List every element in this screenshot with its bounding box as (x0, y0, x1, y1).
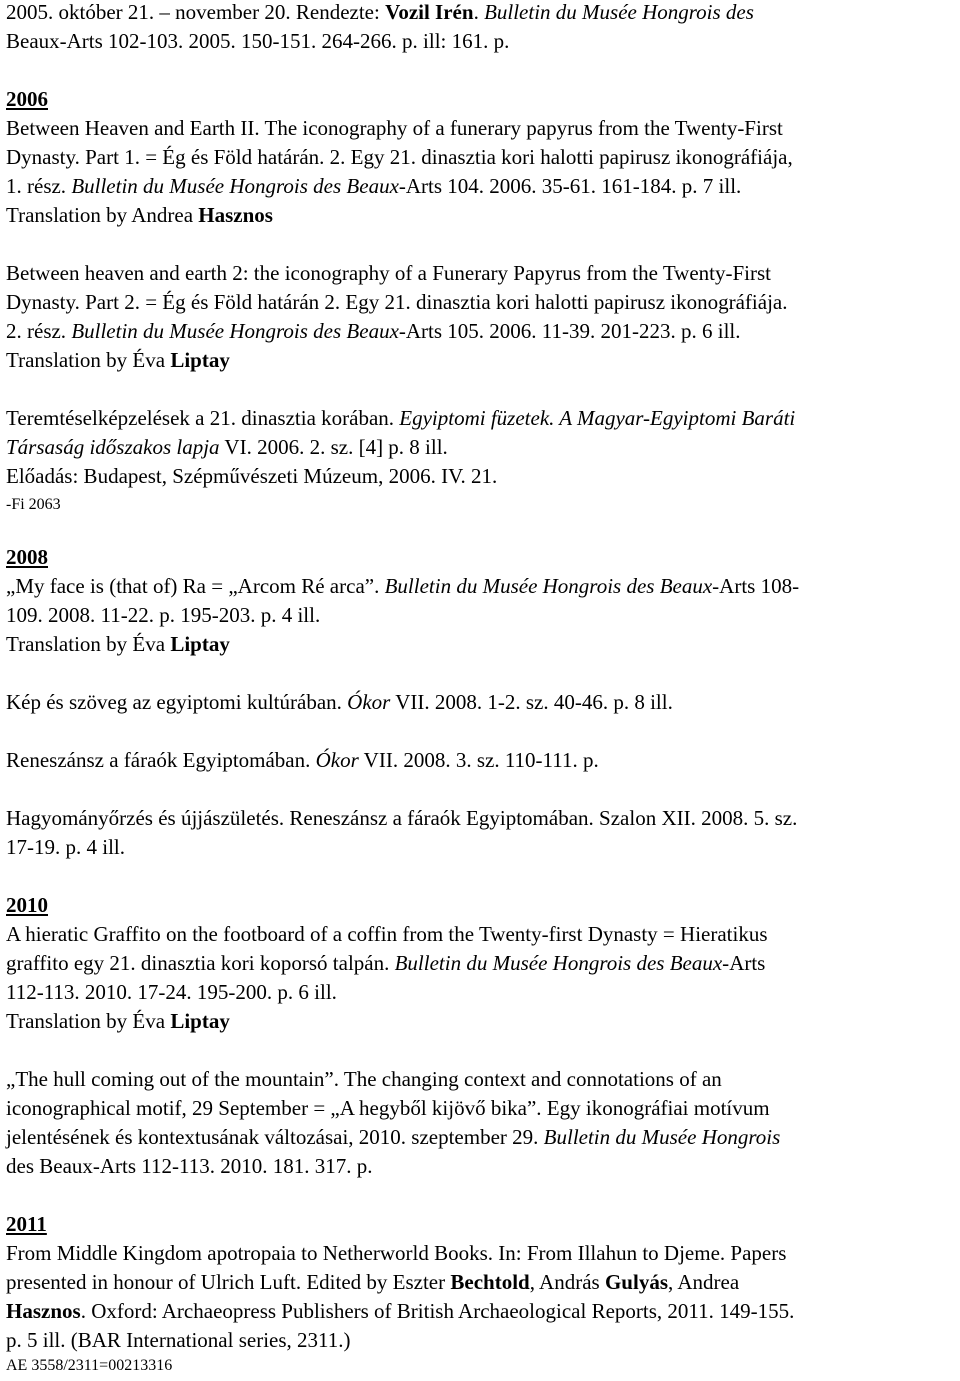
journal-title: Bulletin du Musée Hongrois des Beaux- (71, 319, 406, 343)
editor-name: Bechtold (450, 1270, 530, 1294)
line-12 (6, 406, 795, 430)
text: Translation by Éva (6, 632, 171, 656)
line-36 (6, 1299, 794, 1323)
year-heading-2008 (6, 545, 48, 569)
text: Előadás: Budapest, Szépművészeti Múzeum, 2006. IV. 21. (6, 464, 498, 488)
text: From Middle Kingdom apotropaia to Netherworld Books. In: From Illahun to Djeme. Papers (6, 1241, 787, 1265)
editor-name: Gulyás (604, 1270, 668, 1294)
line-27 (6, 980, 337, 1004)
line-30 (6, 1096, 770, 1120)
line-19 (6, 632, 230, 656)
journal-title: Bulletin du Musée Hongrois des Beaux- (394, 951, 730, 975)
line-15 (6, 496, 61, 514)
text: Beaux-Arts 102-103. 2005. 150-151. 264-266. p. ill: 161. p. (6, 29, 510, 53)
text: 1. rész. (6, 174, 72, 198)
call-number: AE 3558/2311=00213316 (6, 1357, 173, 1374)
translator-name: Liptay (170, 348, 230, 372)
journal-title: Ókor (347, 690, 391, 714)
text: Arts 104. 2006. 35-61. 161-184. p. 7 ill. (405, 174, 742, 198)
text: jelentésének és kontextusának változásai, 2010. szeptember 29. (6, 1125, 544, 1149)
text: Translation by Andrea (6, 203, 199, 227)
text: VII. 2008. 1-2. sz. 40-46. p. 8 ill. (390, 690, 673, 714)
text: Between Heaven and Earth II. The iconography of a funerary papyrus from the Twenty-First (6, 116, 783, 140)
text: presented in honour of Ulrich Luft. Edited by Eszter (6, 1270, 451, 1294)
journal-title: Bulletin du Musée Hongrois des Beaux- (384, 574, 720, 598)
text: „My face is (that of) Ra = „Arcom Ré arca”. (6, 574, 385, 598)
line-8 (6, 261, 771, 285)
text: Teremtéselképzelések a 21. dinasztia korában. (6, 406, 400, 430)
text: VII. 2008. 3. sz. 110-111. p. (358, 748, 599, 772)
line-22 (6, 806, 797, 830)
editor-name: Hasznos (6, 1299, 81, 1323)
line-13 (6, 435, 448, 459)
text: 112-113. 2010. 17-24. 195-200. p. 6 ill. (6, 980, 337, 1004)
text: 2011 (6, 1212, 47, 1236)
line-2 (6, 29, 509, 53)
line-18 (6, 603, 320, 627)
text: . (473, 0, 485, 24)
line-35 (6, 1270, 739, 1294)
text: 2010 (6, 893, 48, 917)
translator-name: Liptay (170, 632, 230, 656)
translator-name: Liptay (170, 1009, 230, 1033)
journal-title: Ókor (315, 748, 359, 772)
text: des Beaux-Arts 112-113. 2010. 181. 317. p. (6, 1154, 373, 1178)
journal-title: Társaság időszakos lapja (6, 435, 220, 459)
text: VI. 2006. 2. sz. [4] p. 8 ill. (219, 435, 448, 459)
line-25 (6, 922, 768, 946)
line-38 (6, 1357, 172, 1375)
text: „The hull coming out of the mountain”. The changing context and connotations of an (6, 1067, 722, 1091)
line-4 (6, 116, 783, 140)
text: p. 5 ill. (BAR International series, 2311.) (6, 1328, 351, 1352)
line-26 (6, 951, 765, 975)
line-7 (6, 203, 273, 227)
journal-title: Bulletin du Musée Hongrois (543, 1125, 781, 1149)
text: graffito egy 21. dinasztia kori koporsó talpán. (6, 951, 395, 975)
line-23 (6, 835, 125, 859)
text: iconographical motif, 29 September = „A hegyből kijövő bika”. Egy ikonográfiai motívum (6, 1096, 770, 1120)
line-28 (6, 1009, 230, 1033)
author-name: Vozil Irén (385, 0, 474, 24)
line-11 (6, 348, 230, 372)
text: 109. 2008. 11-22. p. 195-203. p. 4 ill. (6, 603, 321, 627)
journal-title: Bulletin du Musée Hongrois des Beaux- (71, 174, 406, 198)
text: 2008 (6, 545, 48, 569)
line-21 (6, 748, 599, 772)
text: Reneszánsz a fáraók Egyiptomában. (6, 748, 316, 772)
text: Dynasty. Part 1. = Ég és Föld határán. 2. Egy 21. dinasztia kori halotti papirusz ikonográfiája, (6, 145, 793, 169)
line-20 (6, 690, 673, 714)
line-31 (6, 1125, 780, 1149)
text: Kép és szöveg az egyiptomi kultúrában. (6, 690, 348, 714)
line-5 (6, 145, 793, 169)
text: Between heaven and earth 2: the iconography of a Funerary Papyrus from the Twenty-First (6, 261, 772, 285)
line-17 (6, 574, 799, 598)
line-34 (6, 1241, 786, 1265)
text: Dynasty. Part 2. = Ég és Föld határán 2. Egy 21. dinasztia kori halotti papirusz ikonográfiája. (6, 290, 788, 314)
text: Hagyományőrzés és újjászületés. Reneszánsz a fáraók Egyiptomában. Szalon XII. 2008. 5. sz. (6, 806, 798, 830)
text: , András (529, 1270, 605, 1294)
text: , Andrea (668, 1270, 740, 1294)
text: . Oxford: Archaeopress Publishers of British Archaeological Reports, 2011. 149-155. (80, 1299, 795, 1323)
text: Arts 105. 2006. 11-39. 201-223. p. 6 ill. (405, 319, 741, 343)
line-29 (6, 1067, 722, 1091)
year-heading-2010 (6, 893, 48, 917)
text: Arts 108- (719, 574, 800, 598)
translator-name: Hasznos (198, 203, 273, 227)
line-6 (6, 174, 741, 198)
call-number: -Fi 2063 (6, 496, 61, 513)
text: Translation by Éva (6, 1009, 171, 1033)
text: 2006 (6, 87, 48, 111)
text: 2. rész. (6, 319, 72, 343)
line-9 (6, 290, 787, 314)
year-heading-2006 (6, 87, 48, 111)
text: Translation by Éva (6, 348, 171, 372)
text: A hieratic Graffito on the footboard of a coffin from the Twenty-first Dynasty = Hieratikus (6, 922, 768, 946)
text: 2005. október 21. – november 20. Rendezte: (6, 0, 386, 24)
journal-title: Bulletin du Musée Hongrois des (484, 0, 754, 24)
journal-title: Egyiptomi füzetek. A Magyar-Egyiptomi Baráti (399, 406, 796, 430)
year-heading-2011 (6, 1212, 47, 1236)
line-1 (6, 0, 754, 24)
text: Arts (729, 951, 766, 975)
line-10 (6, 319, 741, 343)
text: 17-19. p. 4 ill. (6, 835, 125, 859)
line-32 (6, 1154, 373, 1178)
line-14 (6, 464, 497, 488)
line-37 (6, 1328, 351, 1352)
